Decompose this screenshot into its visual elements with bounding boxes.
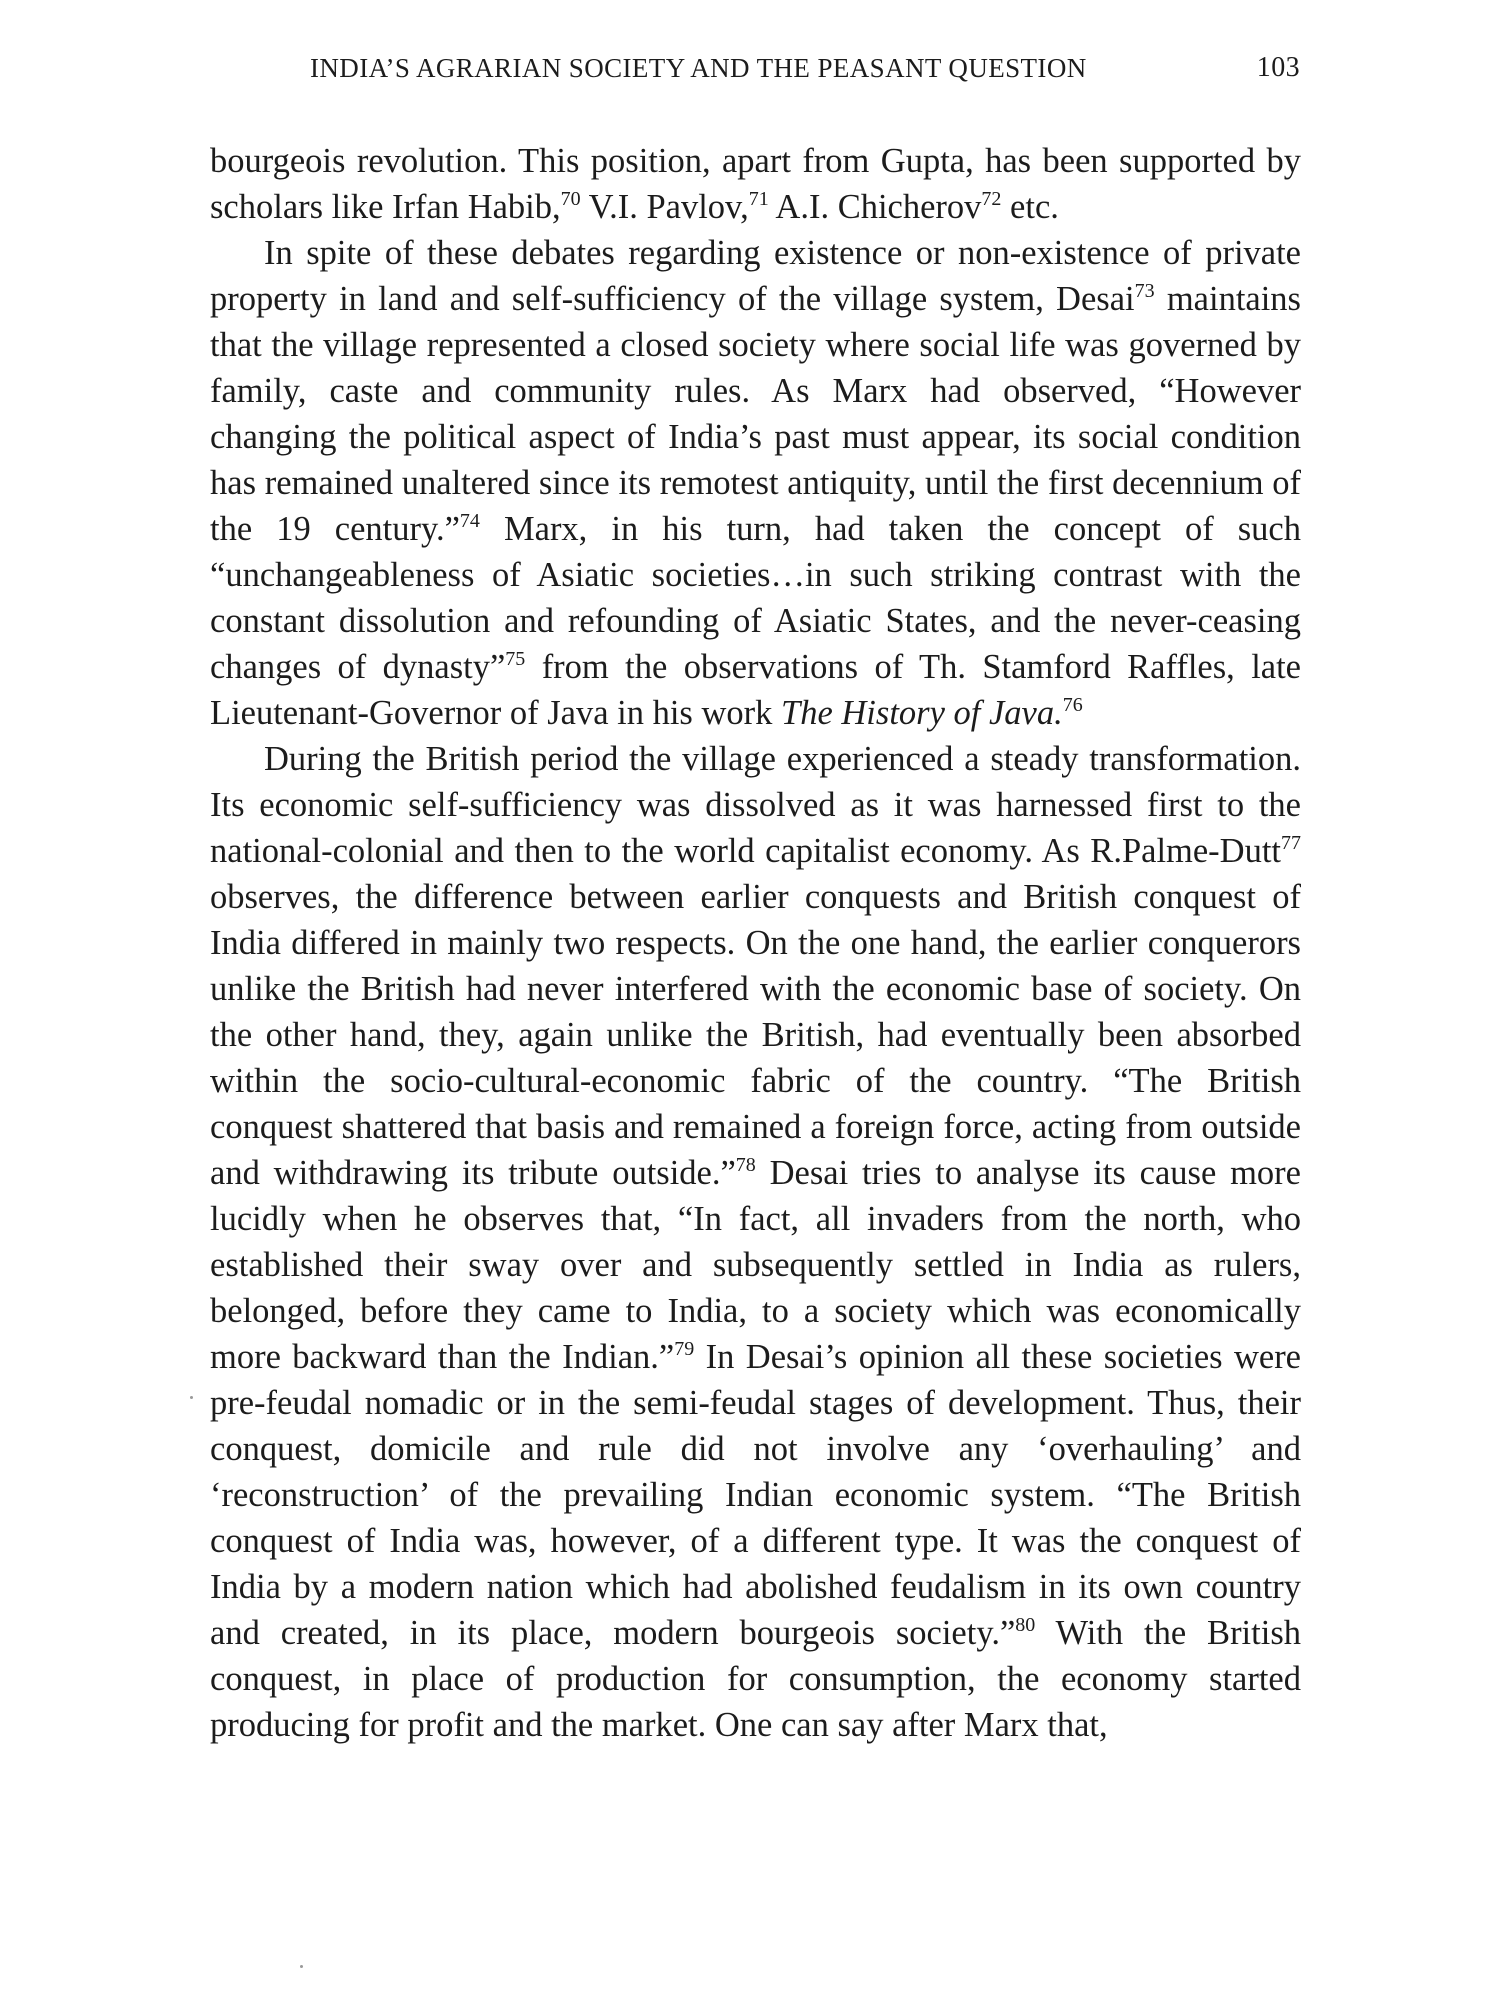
text-run: etc. (1001, 188, 1059, 226)
footnote-reference: 80 (1015, 1614, 1036, 1636)
paragraph (210, 138, 1301, 230)
footnote-reference: 72 (981, 188, 1002, 210)
text-run: observes, the difference between earlier conquests and British conquest of India differed in mainly two respects. On the one hand, the earlier conquerors unlike the British had never interfered with the economic base of society. On the other hand, they, again unlike the British, had eventually been absorbed within the socio-cultural-economic fabric of the country. “The British conquest shattered that basis and remained a foreign force, acting from outside and withdrawing its tribute outside.” (210, 878, 1301, 1192)
text-run: With the British conquest, in place of production for consumption, the economy started producing for profit and the market. One can say after Marx that, (210, 1614, 1301, 1744)
running-head (310, 48, 1300, 88)
footnote-reference: 75 (505, 648, 526, 670)
text-run: Desai tries to analyse its cause more lucidly when he observes that, “In fact, all invaders from the north, who established their sway over and subsequently settled in India as rulers, belonged, before they came to India, to a society which was economically more backward than the Indian.” (210, 1154, 1301, 1376)
footnote-reference: 74 (459, 510, 480, 532)
text-run: In Desai’s opinion all these societies were pre-feudal nomadic or in the semi-feudal stages of development. Thus, their conquest, domicile and rule did not involve any ‘overhauling’ and ‘reconstruction’ of the prevailing Indian economic system. “The British conquest of India was, however, of a different type. It was the conquest of India by a modern nation which had abolished feudalism in its own country and created, in its place, modern bourgeois society.” (210, 1338, 1301, 1652)
body-text (210, 138, 1301, 1748)
page-number: 103 (1256, 52, 1300, 83)
paragraph (210, 736, 1301, 1748)
footnote-reference: 78 (735, 1154, 756, 1176)
text-run: from the observations of Th. Stamford Raffles, late Lieutenant-Governor of Java in his work (210, 648, 1301, 732)
footnote-reference: 77 (1281, 832, 1301, 854)
text-run: bourgeois revolution. This position, apart from Gupta, has been supported by scholars like Irfan Habib, (210, 142, 1301, 226)
scan-speck (300, 1965, 303, 1968)
text-run: A.I. Chicherov (768, 188, 982, 226)
running-title: INDIA’S AGRARIAN SOCIETY AND THE PEASANT QUESTION (310, 53, 1087, 83)
text-run: maintains that the village represented a closed society where social life was governed by family, caste and community rules. As Marx had observed, “However changing the political aspect of India’s past must appear, its social condition has remained unaltered since its remotest antiquity, until the first decennium of the 19 century.” (210, 280, 1301, 548)
text-run: V.I. Pavlov, (580, 188, 749, 226)
book-title-italic: The History of Java. (781, 694, 1063, 732)
footnote-reference: 70 (560, 188, 581, 210)
footnote-reference: 79 (674, 1338, 695, 1360)
paragraph (210, 230, 1301, 736)
text-run: In spite of these debates regarding existence or non-existence of private property in land and self-sufficiency of the village system, Desai (210, 234, 1301, 318)
scan-speck (190, 1396, 193, 1399)
footnote-reference: 76 (1062, 694, 1083, 716)
footnote-reference: 71 (748, 188, 769, 210)
text-run: During the British period the village experienced a steady transformation. Its economic self-sufficiency was dissolved as it was harnessed first to the national-colonial and then to the world capitalist economy. As R.Palme-Dutt (210, 740, 1301, 870)
footnote-reference: 73 (1134, 280, 1155, 302)
text-run: Marx, in his turn, had taken the concept of such “unchangeableness of Asiatic societies…in such striking contrast with the constant dissolution and refounding of Asiatic States, and the never-ceasing changes of dynasty” (210, 510, 1301, 686)
